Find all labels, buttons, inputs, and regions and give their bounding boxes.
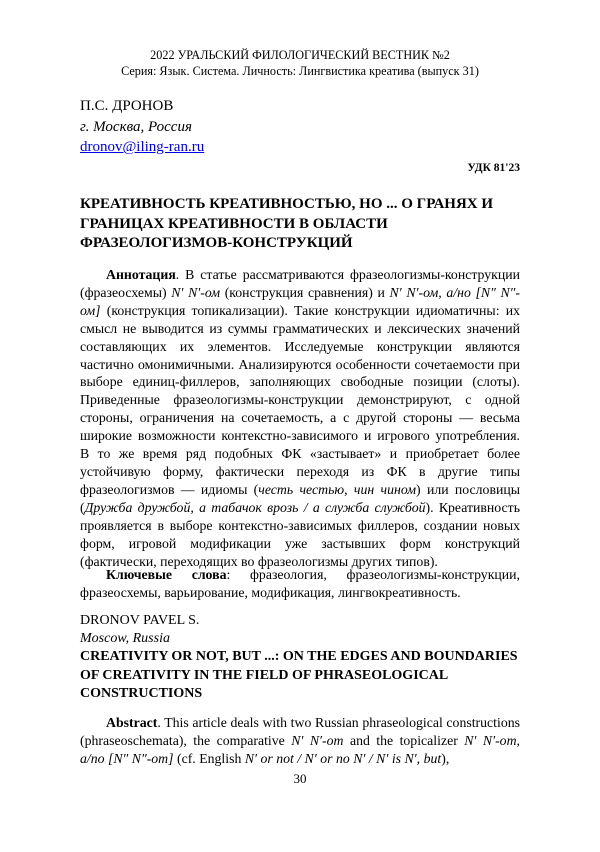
author-email-link[interactable]: dronov@iling-ran.ru [80, 137, 204, 157]
keywords-ru-text: : фразеология, фразеологизмы-конструкции, фразеосхемы, варьирование, модификация, лингвокреативность. [80, 567, 520, 600]
abstract-ru-label: Аннотация [106, 267, 176, 282]
article-title-ru: КРЕАТИВНОСТЬ КРЕАТИВНОСТЬЮ, НО ... О ГРАНЯХ И ГРАНИЦАХ КРЕАТИВНОСТИ В ОБЛАСТИ ФРАЗЕОЛОГИЗМОВ-КОНСТРУКЦИЙ [80, 195, 520, 254]
abstract-ru-text: (конструкция сравнения) и [220, 285, 389, 300]
abstract-en-text: ), [441, 751, 449, 766]
abstract-en-italic: N′ N′-om [291, 733, 343, 748]
abstract-en-label: Abstract [106, 715, 157, 730]
udk-code: УДК 81'23 [467, 162, 520, 174]
abstract-ru-italic: Дружба дружбой, а табачок врозь / а служба службой [85, 500, 426, 515]
keywords-ru-label: Ключевые слова [106, 567, 226, 582]
article-title-en: CREATIVITY OR NOT, BUT ...: ON THE EDGES AND BOUNDARIES OF CREATIVITY IN THE FIELD OF PHRASEOLOGICAL CONSTRUCTIONS [80, 648, 520, 704]
abstract-en-text: (cf. English [174, 751, 245, 766]
abstract-ru-italic: N′ N′-ом, а/но [N″ N″-ом] [80, 285, 520, 318]
abstract-en-text: and the topicalizer [344, 733, 465, 748]
abstract-ru-italic: N′ N′-ом [171, 285, 220, 300]
abstract-ru-italic: честь честью, чин чином [258, 482, 416, 497]
abstract-ru-text: . В статье рассматриваются фразеологизмы-конструкции (фразеосхемы) [80, 267, 520, 300]
abstract-en [80, 714, 520, 768]
author-city-ru: г. Москва, Россия [80, 117, 192, 137]
abstract-en-italic: N′ or not / N′ or no N′ / N′ is N′, but [245, 751, 441, 766]
abstract-ru-text: ) или пословицы ( [80, 482, 520, 515]
journal-header-line1: 2022 УРАЛЬСКИЙ ФИЛОЛОГИЧЕСКИЙ ВЕСТНИК №2 [0, 48, 600, 63]
page-number: 30 [0, 771, 600, 787]
abstract-ru [80, 266, 520, 570]
abstract-ru-text: ). Креативность проявляется в выборе контекстно-зависимых филлеров, создании новых форм, игровой модификации уже застывших форм конструкций (фактически, переходящих во фразеологизмы других типов). [80, 500, 520, 569]
keywords-ru [80, 566, 520, 602]
author-city-en: Moscow, Russia [80, 630, 170, 648]
abstract-en-italic: N′ N′-om, a/no [N″ N″-om] [80, 733, 520, 766]
author-name-ru: П.С. ДРОНОВ [80, 96, 173, 116]
journal-header-line2: Серия: Язык. Система. Личность: Лингвистика креатива (выпуск 31) [0, 64, 600, 79]
abstract-en-text: . This article deals with two Russian phraseological constructions (phraseoschemata), the comparative [80, 715, 520, 748]
abstract-ru-text: (конструкция топикализации). Такие конструкции идиоматичны: их смысл не выводится из суммы грамматических и лексических значений составляющих их элементов. Исследуемые конструкции являются частично омонимичными. Анализируются особенности сочетаемости при выборе единиц-филлеров, заполняющих свободные позиции (слоты). Приведенные фразеологизмы-конструкции демонстрируют, с одной стороны, ограничения на сочетаемость, а с другой стороны — весьма широкие возможности контекстно-зависимого и игрового употребления. В то же время ряд подобных ФК «застывает» и приобретает более устойчивую форму, фактически переходя из ФК в другие типы фразеологизмов — идиомы ( [80, 303, 520, 497]
page [0, 0, 600, 852]
author-name-en: DRONOV PAVEL S. [80, 612, 199, 630]
